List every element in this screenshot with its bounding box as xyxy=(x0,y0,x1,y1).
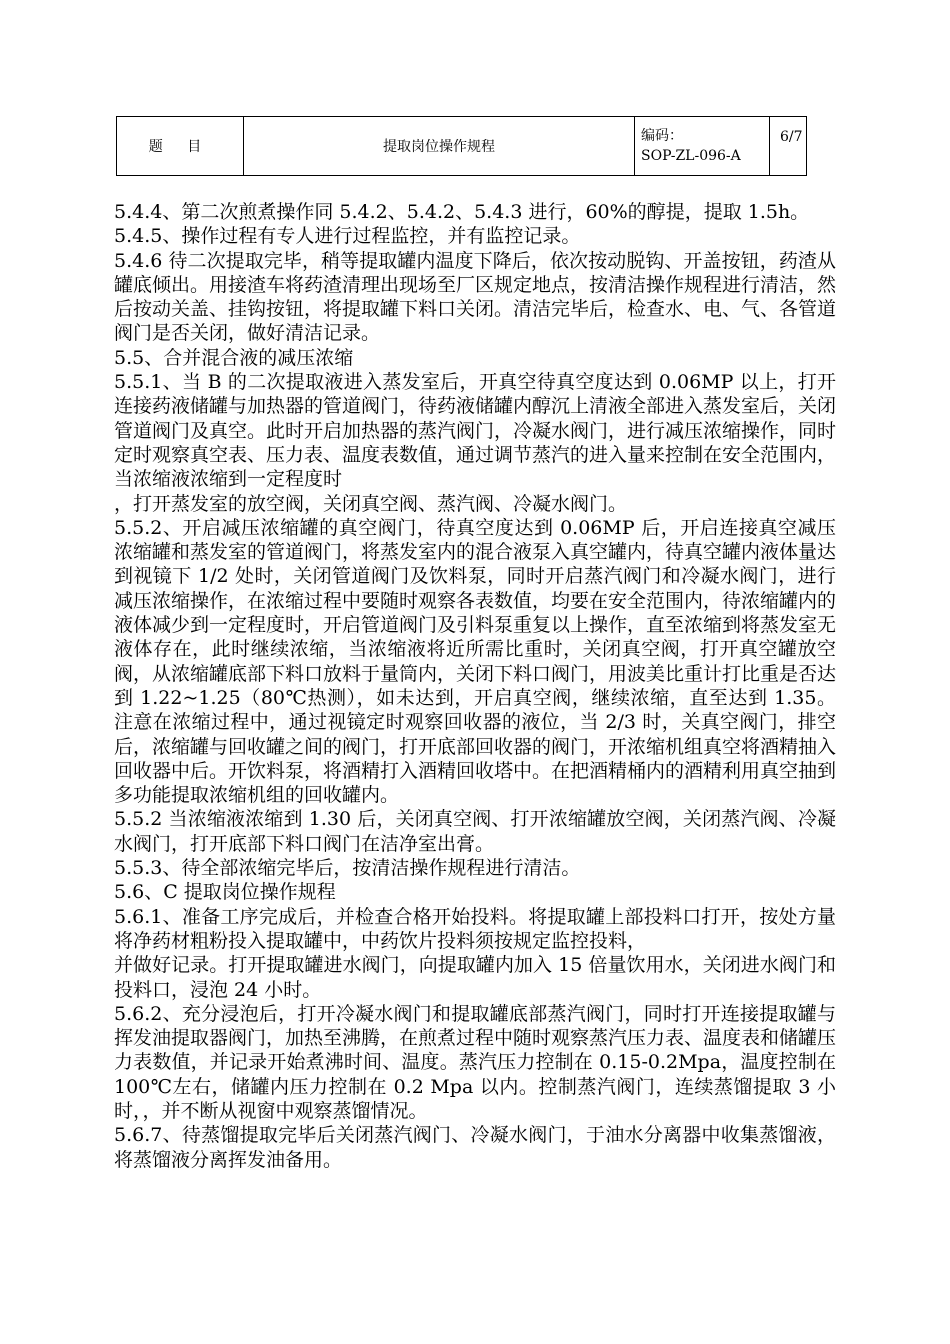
paragraph-5-5-1: 5.5.1、当 B 的二次提取液进入蒸发室后，开真空待真空度达到 0.06MP 以上，打开连接药液储罐与加热器的管道阀门，待药液储罐内醇沉上清液全部进入蒸发室后，关闭管道阀门及真空。此时开启加热器的蒸汽阀门，冷凝水阀门，进行减压浓缩操作，同时定时观察真空表、压力表、温度表数值，通过调节蒸汽的进入量来控制在安全范围内，当浓缩液浓缩到一定程度时 ，打开蒸发室的放空阀，关闭真空阀、蒸汽阀、冷凝水阀门。 xyxy=(114,371,837,515)
paragraph-5-6-7: 5.6.7、待蒸馏提取完毕后关闭蒸汽阀门、冷凝水阀门，于油水分离器中收集蒸馏液，将蒸馏液分离挥发油备用。 xyxy=(114,1124,836,1171)
paragraph-5-5-3: 5.5.3、待全部浓缩完毕后，按清洁操作规程进行清洁。 xyxy=(114,857,581,880)
paragraph-5-4-4: 5.4.4、第二次煎煮操作同 5.4.2、5.4.2、5.4.3 进行，60%的醇提，提取 1.5h。 xyxy=(114,201,810,223)
header-label-cell: 题 目 xyxy=(117,117,244,176)
code-label: 编码： xyxy=(641,128,683,144)
code-value: SOP-ZL-096-A xyxy=(641,148,741,164)
document-title: 提取岗位操作规程 xyxy=(244,117,635,176)
section-heading-5-5: 5.5、合并混合液的减压浓缩 xyxy=(114,346,354,369)
section-heading-5-6: 5.6、C 提取岗位操作规程 xyxy=(114,881,336,904)
paragraph-5-6-2: 5.6.2、充分浸泡后，打开冷凝水阀门和提取罐底部蒸汽阀门，同时打开连接提取罐与挥发油提取器阀门，加热至沸腾，在煎煮过程中随时观察蒸汽压力表、温度表和储罐压力表数值，并记录开始煮沸时间、温度。蒸汽压力控制在 0.15-0.2Mpa，温度控制在 100℃左右，储罐内压力控制在 0.2 Mpa 以内。控制蒸汽阀门，连续蒸馏提取 3 小时，，并不断从视窗中观察蒸馏情况。 xyxy=(114,1002,837,1122)
document-header-table xyxy=(116,116,807,176)
document-code-cell xyxy=(635,117,770,176)
paragraph-5-4-6: 5.4.6 待二次提取完毕，稍等提取罐内温度下降后，依次按动脱钩、开盖按钮，药渣从罐底倾出。用接渣车将药渣清理出现场至厂区规定地点，按清洁操作规程进行清洁，然后按动关盖、挂钩按钮，将提取罐下料口关闭。清洁完毕后，检查水、电、气、各管道阀门是否关闭，做好清洁记录。 xyxy=(114,249,837,345)
paragraph-5-4-5: 5.4.5、操作过程有专人进行过程监控，并有监控记录。 xyxy=(114,225,581,248)
document-body xyxy=(114,200,836,1172)
header-row xyxy=(117,117,807,176)
paragraph-5-6-1: 5.6.1、准备工序完成后，并检查合格开始投料。将提取罐上部投料口打开，按处方量将净药材粗粉投入提取罐中，中药饮片投料须按规定监控投料， 并做好记录。打开提取罐进水阀门，向提取罐内加入 15 倍量饮用水，关闭进水阀门和投料口，浸泡 24 小时。 xyxy=(114,905,836,1001)
paragraph-5-5-2-b: 5.5.2 当浓缩液浓缩到 1.30 后，关闭真空阀、打开浓缩罐放空阀，关闭蒸汽阀、冷凝水阀门，打开底部下料口阀门在洁净室出膏。 xyxy=(114,808,836,855)
paragraph-5-5-2: 5.5.2、开启减压浓缩罐的真空阀门，待真空度达到 0.06MP 后，开启连接真空减压浓缩罐和蒸发室的管道阀门，将蒸发室内的混合液泵入真空罐内，待真空罐内液体量达到视镜下 1/2 处时，关闭管道阀门及饮料泵，同时开启蒸汽阀门和冷凝水阀门，进行减压浓缩操作，在浓缩过程中要随时观察各表数值，均要在安全范围内，待浓缩罐内的液体减少到一定程度时，开启管道阀门及引料泵重复以上操作，直至浓缩到将蒸发室无液体存在，此时继续浓缩，当浓缩液将近所需比重时，关闭真空阀，打开真空罐放空阀，从浓缩罐底部下料口放料于量筒内，关闭下料口阀门，用波美比重计打比重是否达到 1.22~1.25（80℃热测），如未达到，开启真空阀，继续浓缩，直至达到 1.35。注意在浓缩过程中，通过视镜定时观察回收器的液位，当 2/3 时，关真空阀门，排空后，浓缩罐与回收罐之间的阀门，打开底部回收器的阀门，开浓缩机组真空将酒精抽入回收器中后。开饮料泵，将酒精打入酒精回收塔中。在把酒精桶内的酒精利用真空抽到多功能提取浓缩机组的回收罐内。 xyxy=(114,516,837,807)
page-number: 6/7 xyxy=(770,117,807,176)
